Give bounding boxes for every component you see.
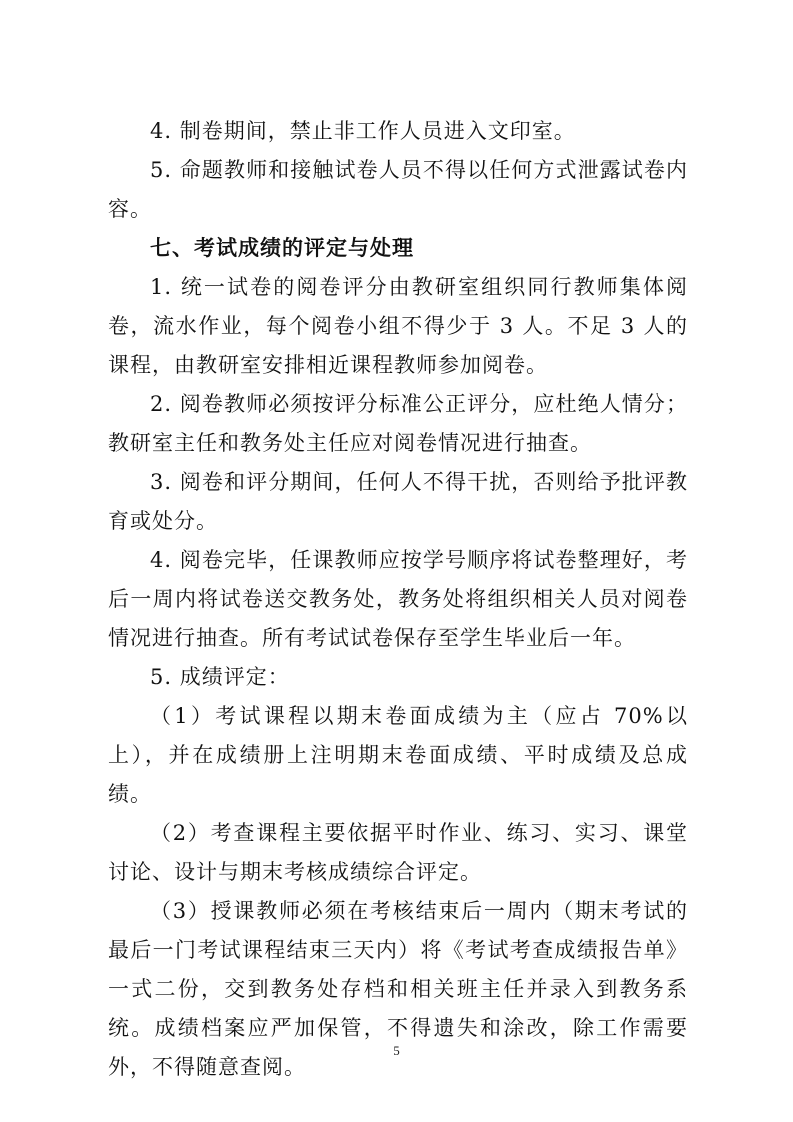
paragraph-rule-5-confidentiality: 5. 命题教师和接触试卷人员不得以任何方式泄露试卷内容。	[108, 158, 688, 221]
paragraph-rule-4-printing: 4. 制卷期间，禁止非工作人员进入文印室。	[150, 119, 576, 143]
paragraph-grading-5-sub-3: （3）授课教师必须在考核结束后一周内（期末考试的最后一门考试课程结束三天内）将《考试考查成绩报告单》一式二份，交到教务处存档和相关班主任并录入到教务系统。成绩档案应严加保管，不得遗失和涂改，除工作需要外，不得随意查阅。	[108, 899, 688, 1079]
paragraph-grading-5-sub-1: （1）考试课程以期末卷面成绩为主（应占 70%以上），并在成绩册上注明期末卷面成绩、平时成绩及总成绩。	[108, 704, 688, 806]
paragraph-grading-2: 2. 阅卷教师必须按评分标准公正评分，应杜绝人情分；教研室主任和教务处主任应对阅卷情况进行抽查。	[108, 392, 688, 455]
body-text	[108, 112, 688, 1087]
section-heading-grading: 七、考试成绩的评定与处理	[150, 236, 414, 260]
paragraph-grading-3: 3. 阅卷和评分期间，任何人不得干扰，否则给予批评教育或处分。	[108, 470, 688, 533]
page-number: 5	[393, 1043, 400, 1058]
paragraph-grading-5: 5. 成绩评定：	[150, 665, 290, 689]
paragraph-grading-5-sub-2: （2）考查课程主要依据平时作业、练习、实习、课堂讨论、设计与期末考核成绩综合评定。	[108, 821, 688, 884]
paragraph-grading-4: 4. 阅卷完毕，任课教师应按学号顺序将试卷整理好，考后一周内将试卷送交教务处，教务处将组织相关人员对阅卷情况进行抽查。所有考试试卷保存至学生毕业后一年。	[108, 548, 688, 650]
paragraph-grading-1: 1. 统一试卷的阅卷评分由教研室组织同行教师集体阅卷，流水作业，每个阅卷小组不得少于 3 人。不足 3 人的课程，由教研室安排相近课程教师参加阅卷。	[108, 275, 688, 377]
